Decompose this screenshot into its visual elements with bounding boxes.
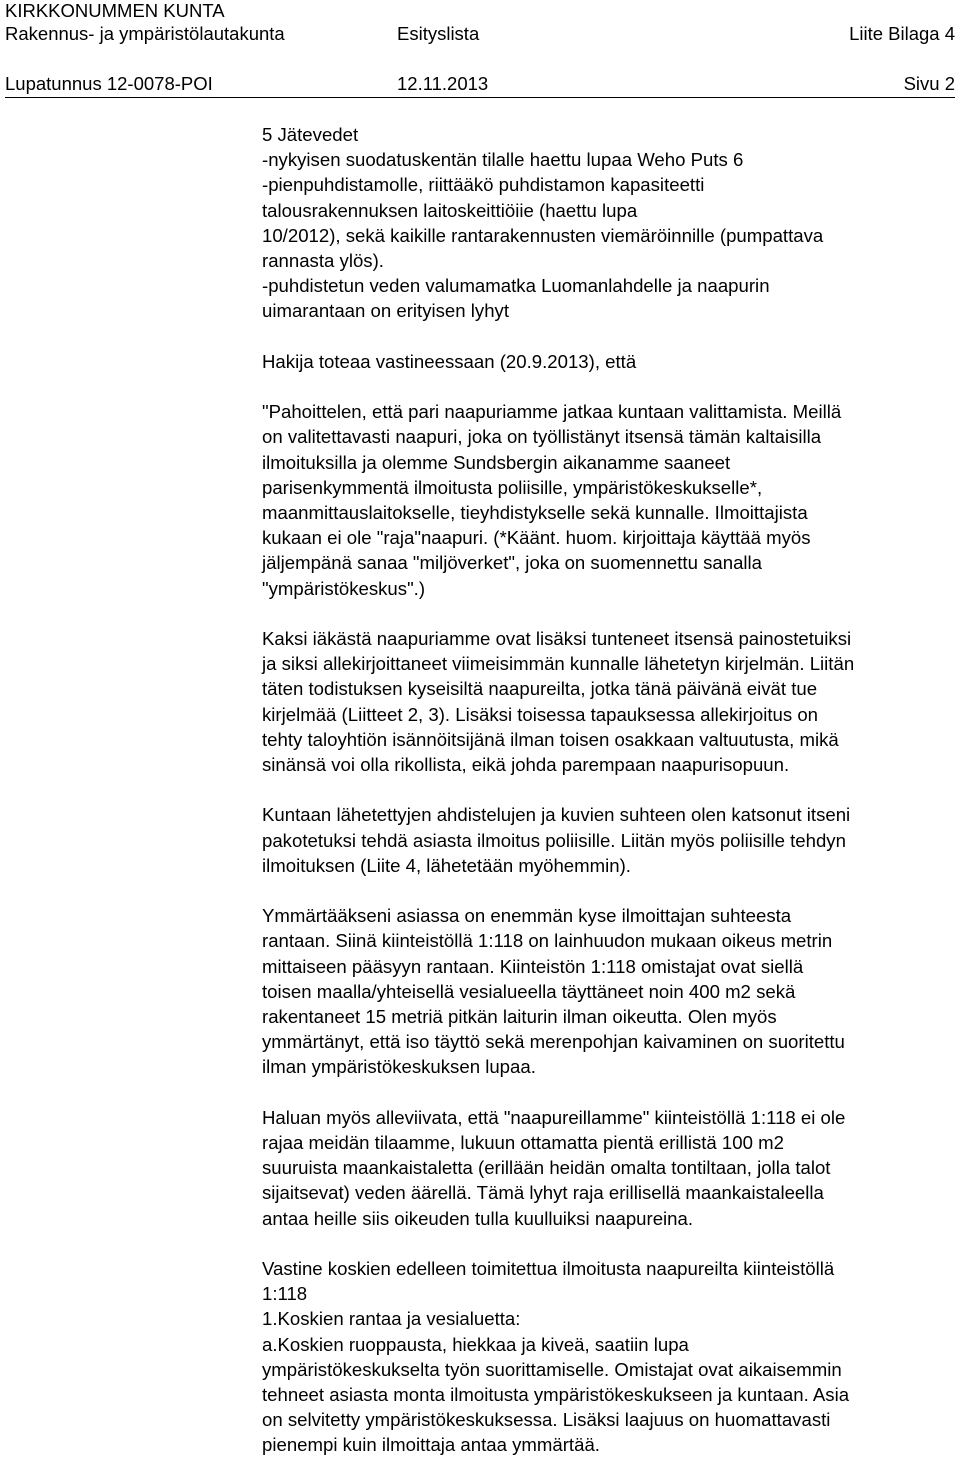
paragraph <box>262 802 942 878</box>
paragraph-line: antaa heille siis oikeuden tulla kuulluiksi naapureina. <box>262 1207 694 1229</box>
paragraph <box>262 1256 942 1458</box>
body-line: -puhdistetun veden valumamatka Luomanlahdelle ja naapurin <box>262 275 770 297</box>
body-line: 10/2012), sekä kaikille rantarakennusten viemäröinnille (pumpattava <box>262 224 824 246</box>
body-line: talousrakennuksen laitoskeittiöiie (haettu lupa <box>262 199 638 221</box>
paragraph-line: ilmoituksen (Liite 4, lähetetään myöhemmin). <box>262 854 631 876</box>
paragraph-line: kukaan ei ole "raja"naapuri. (*Käänt. huom. kirjoittaja käyttää myös <box>262 527 811 549</box>
board-name: Rakennus- ja ympäristölautakunta <box>5 23 285 44</box>
paragraph-line: rantaan. Siinä kiinteistöllä 1:118 on lainhuudon mukaan oikeus metrin <box>262 930 833 952</box>
meeting-date: 12.11.2013 <box>397 73 489 94</box>
paragraph-line: pakotetuksi tehdä asiasta ilmoitus poliisille. Liitän myös poliisille tehdyn <box>262 829 846 851</box>
body-line: rannasta ylös). <box>262 250 384 272</box>
paragraph-line: Ymmärtääkseni asiassa on enemmän kyse ilmoittajan suhteesta <box>262 905 792 927</box>
paragraph-line: maanmittauslaitokselle, tieyhdistykselle sekä kunnalle. Ilmoittajista <box>262 502 808 524</box>
paragraph-line: parisenkymmentä ilmoitusta poliisille, ympäristökeskukselle*, <box>262 476 763 498</box>
paragraph-line: Kaksi iäkästä naapuriamme ovat lisäksi tunteneet itsensä painostetuiksi <box>262 628 852 650</box>
paragraph-line: Vastine koskien edelleen toimitettua ilmoitusta naapureilta kiinteistöllä <box>262 1258 835 1280</box>
body-line: -nykyisen suodatuskentän tilalle haettu lupaa Weho Puts 6 <box>262 149 744 171</box>
paragraph-line: jäljempänä sanaa "miljöverket", joka on suomennettu sanalla <box>262 552 763 574</box>
paragraph <box>262 626 942 777</box>
paragraph-line: ymmärtänyt, että iso täyttö sekä merenpohjan kaivaminen on suoritettu <box>262 1031 845 1053</box>
paragraph-line: Haluan myös alleviivata, että "naapureillamme" kiinteistöllä 1:118 ei ole <box>262 1106 846 1128</box>
paragraph-line: kirjelmää (Liitteet 2, 3). Lisäksi toisessa tapauksessa allekirjoitus on <box>262 703 818 725</box>
header-permit-row <box>5 73 955 95</box>
section-heading: 5 Jätevedet <box>262 124 359 145</box>
paragraph-line: ilmoituksilla ja olemme Sundsbergin aikanamme saaneet <box>262 451 731 473</box>
paragraph-line: rakentaneet 15 metriä pitkän laiturin ilman oikeutta. Olen myös <box>262 1006 777 1028</box>
paragraph-line: ympäristökeskukselta työn suorittamiselle. Omistajat ovat aikaisemmin <box>262 1358 842 1380</box>
paragraph-line: a.Koskien ruoppausta, hiekkaa ja kiveä, saatiin lupa <box>262 1333 689 1355</box>
paragraph-line: sinänsä voi olla rikollista, eikä johda parempaan naapurisopuun. <box>262 754 790 776</box>
paragraph-line: tehty taloyhtiön isännöitsijänä ilman toisen osakkaan valtuutusta, mikä <box>262 728 839 750</box>
paragraph-line: on valitettavasti naapuri, joka on työllistänyt itsensä tämän kaltaisilla <box>262 426 822 448</box>
paragraph-line: täten todistuksen kyseisiltä naapureilta, jotka tänä päivänä eivät tue <box>262 678 818 700</box>
header-municipality-row <box>5 0 955 22</box>
paragraph <box>262 1105 942 1231</box>
attachment-label: Liite Bilaga 4 <box>849 23 955 44</box>
body-line: uimarantaan on erityisen lyhyt <box>262 300 510 322</box>
body-line: -pienpuhdistamolle, riittääkö puhdistamon kapasiteetti <box>262 174 705 196</box>
paragraph-line: tehneet asiasta monta ilmoitusta ympäristökeskukseen ja kuntaan. Asia <box>262 1384 850 1406</box>
permit-id: Lupatunnus 12-0078-POI <box>5 73 213 94</box>
paragraph-line: toisen maalla/yhteisellä vesialueella täyttäneet noin 400 m2 sekä <box>262 980 796 1002</box>
paragraph <box>262 903 942 1079</box>
quote-paragraph <box>262 399 942 601</box>
paragraph-line: rajaa meidän tilaamme, lukuun ottamatta pientä erillistä 100 m2 <box>262 1132 784 1154</box>
paragraph-line: Kuntaan lähetettyjen ahdistelujen ja kuvien suhteen olen katsonut itseni <box>262 804 851 826</box>
paragraph-line: ja siksi allekirjoittaneet viimeisimmän kunnalle lähetetyn kirjelmän. Liitän <box>262 653 855 675</box>
page-number: Sivu 2 <box>903 73 955 94</box>
paragraph-line: "Pahoittelen, että pari naapuriamme jatkaa kuntaan valittamista. Meillä <box>262 401 842 423</box>
paragraph-line: pienempi kuin ilmoittaja antaa ymmärtää. <box>262 1434 600 1456</box>
header-board-row <box>5 23 955 45</box>
paragraph-line: ilman ympäristökeskuksen lupaa. <box>262 1056 536 1078</box>
municipality-name: KIRKKONUMMEN KUNTA <box>5 0 225 21</box>
document-type: Esityslista <box>397 23 480 44</box>
paragraph-line: 1:118 <box>262 1283 308 1305</box>
paragraph-line: suuruista maankaistaletta (erillään heidän omalta tontiltaan, jolla talot <box>262 1157 831 1179</box>
paragraph-line: "ympäristökeskus".) <box>262 577 426 599</box>
paragraph-line: 1.Koskien rantaa ja vesialuetta: <box>262 1308 521 1330</box>
header-rule <box>5 97 955 98</box>
document-body <box>262 122 942 1458</box>
paragraph-line: sijaitsevat) veden äärellä. Tämä lyhyt raja erillisellä maankaistaleella <box>262 1182 824 1204</box>
paragraph-line: on selvitetty ympäristökeskuksessa. Lisäksi laajuus on huomattavasti <box>262 1409 831 1431</box>
body-line: Hakija toteaa vastineessaan (20.9.2013), että <box>262 350 637 372</box>
paragraph-line: mittaiseen pääsyyn rantaan. Kiinteistön 1:118 omistajat ovat siellä <box>262 955 804 977</box>
